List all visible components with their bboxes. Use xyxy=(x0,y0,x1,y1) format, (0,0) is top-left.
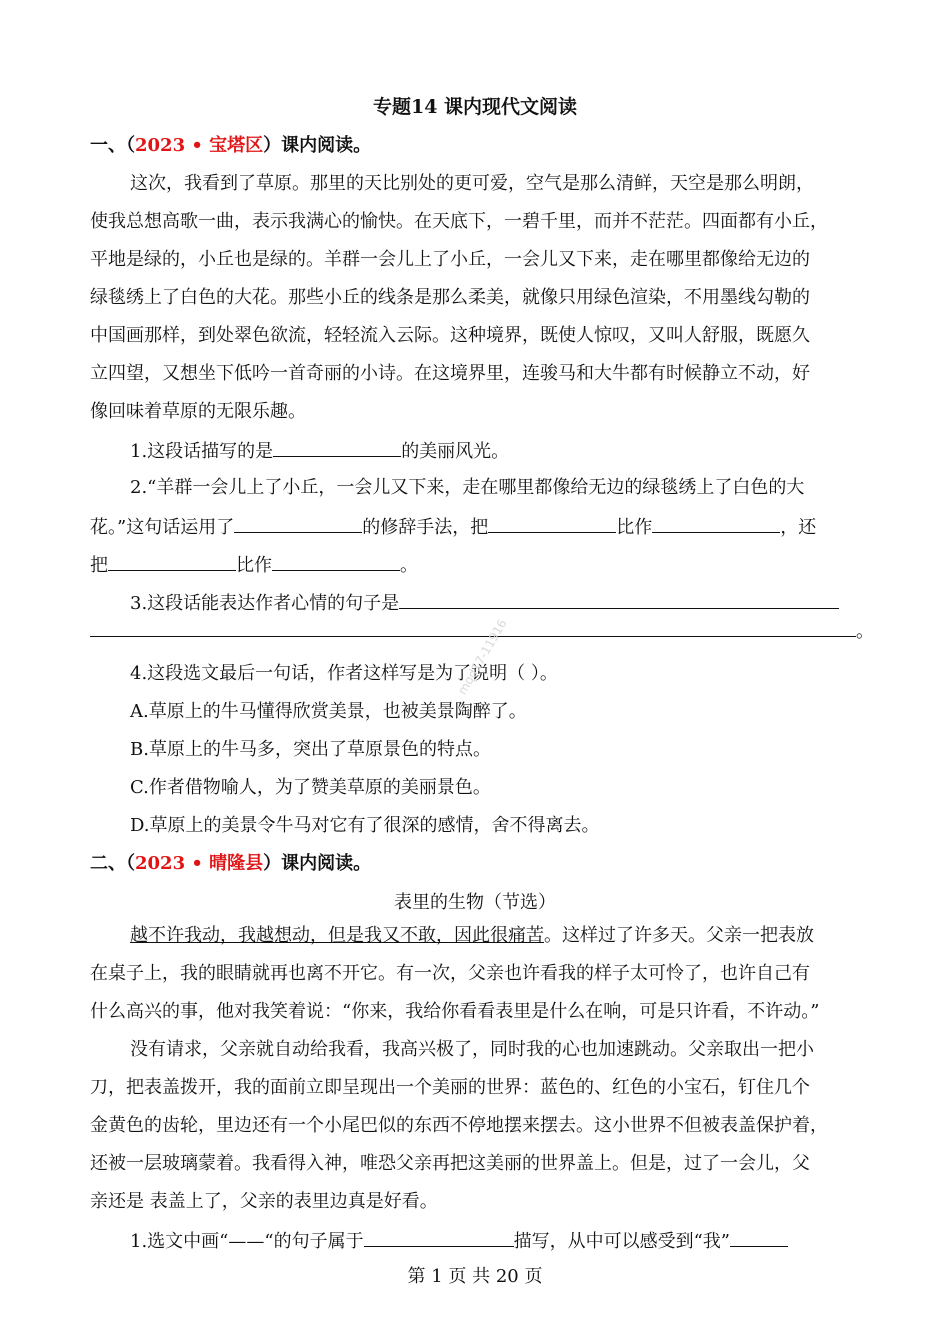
underlined-sentence: 越不许我动，我越想动，但是我又不敢，因此很痛苦 xyxy=(130,925,544,946)
passage-line: 什么高兴的事，他对我笑着说：“你来，我给你看看表里是什么在响，可是只许看，不许动。” xyxy=(90,1001,820,1022)
passage-line: 使我总想高歌一曲，表示我满心的愉快。在天底下，一碧千里，而并不茫茫。四面都有小丘， xyxy=(90,211,828,232)
passage-line: 中国画那样，到处翠色欲流，轻轻流入云际。这种境界，既使人惊叹，又叫人舒服，既愿久 xyxy=(90,325,810,346)
section-number: 二、（ xyxy=(90,853,135,874)
question-text: 。 xyxy=(856,621,874,642)
question-text: 比作 xyxy=(236,555,272,576)
option-c: C.作者借物喻人，为了赞美草原的美丽景色。 xyxy=(130,777,491,798)
passage-text: 。这样过了许多天。父亲一把表放 xyxy=(544,925,814,946)
section-label: ）课内阅读。 xyxy=(263,853,372,874)
passage-line: 在桌子上，我的眼睛就再也离不开它。有一次，父亲也许看我的样子太可怜了，也许自己有 xyxy=(90,963,810,984)
answer-blank[interactable] xyxy=(364,1228,514,1247)
question-text: 1.选文中画“——“的句子属于 xyxy=(130,1231,364,1252)
question-2-line-2 xyxy=(90,514,816,540)
passage-line: 没有请求，父亲就自动给我看，我高兴极了，同时我的心也加速跳动。父亲取出一把小 xyxy=(130,1039,814,1060)
passage-line: 还被一层玻璃蒙着。我看得入神，唯恐父亲再把这美丽的世界盖上。但是，过了一会儿，父 xyxy=(90,1153,810,1174)
answer-blank[interactable] xyxy=(273,438,401,457)
passage-line: 绿毯绣上了白色的大花。那些小丘的线条是那么柔美，就像只用绿色渲染，不用墨线勾勒的 xyxy=(90,287,810,308)
section-number: 一、（ xyxy=(90,135,135,156)
question-text: 比作 xyxy=(616,517,653,538)
passage-line: 像回味着草原的无限乐趣。 xyxy=(90,401,306,422)
question-text: 。 xyxy=(400,555,418,576)
question-text: 把 xyxy=(90,555,108,576)
watermark: mqd17-11916 xyxy=(455,616,510,698)
question-text: ，还 xyxy=(780,517,817,538)
question-text: 的修辞手法，把 xyxy=(362,517,489,538)
passage-line xyxy=(130,924,814,948)
section-2-heading xyxy=(90,852,371,876)
question-2-line-3 xyxy=(90,552,418,578)
passage-line: 亲还是 表盖上了，父亲的表里边真是好看。 xyxy=(90,1191,438,1212)
question-text: 1.这段话描写的是 xyxy=(130,441,274,462)
question-text: 描写，从中可以感受到“我” xyxy=(513,1231,730,1252)
answer-blank[interactable] xyxy=(90,618,856,637)
question-5 xyxy=(130,1228,788,1254)
option-a: A.草原上的牛马懂得欣赏美景，也被美景陶醉了。 xyxy=(130,701,527,722)
section-label: ）课内阅读。 xyxy=(263,135,372,156)
option-d: D.草原上的美景令牛马对它有了很深的感情，舍不得离去。 xyxy=(130,815,600,836)
page-title: 专题14 课内现代文阅读 xyxy=(372,96,578,118)
question-text: 花。”这句话运用了 xyxy=(90,517,235,538)
question-4-stem: 4.这段选文最后一句话，作者这样写是为了说明（ ）。 xyxy=(130,663,558,684)
passage-line: 金黄色的齿轮，里边还有一个小尾巴似的东西不停地摆来摆去。这小世界不但被表盖保护着， xyxy=(90,1115,828,1136)
answer-blank[interactable] xyxy=(234,514,362,533)
passage-line: 这次，我看到了草原。那里的天比别处的更可爱，空气是那么清鲜，天空是那么明朗， xyxy=(130,173,814,194)
answer-blank[interactable] xyxy=(272,552,400,571)
answer-blank[interactable] xyxy=(108,552,236,571)
question-2-line-1: 2.“羊群一会儿上了小丘，一会儿又下来，走在哪里都像给无边的绿毯绣上了白色的大 xyxy=(130,477,805,498)
question-text: 的美丽风光。 xyxy=(401,441,510,462)
answer-blank[interactable] xyxy=(399,590,839,609)
passage-line: 刀，把表盖拨开，我的面前立即呈现出一个美丽的世界：蓝色的、红色的小宝石，钉住几个 xyxy=(90,1077,810,1098)
question-1 xyxy=(130,438,509,464)
passage-line: 平地是绿的，小丘也是绿的。羊群一会儿上了小丘，一会儿又下来，走在哪里都像给无边的 xyxy=(90,249,810,270)
page-footer: 第 1 页 共 20 页 xyxy=(407,1266,543,1287)
question-text: 3.这段话能表达作者心情的句子是 xyxy=(130,593,400,614)
answer-blank[interactable] xyxy=(730,1228,788,1247)
source-tag: 2023 • 宝塔区 xyxy=(135,135,264,156)
section-1-heading xyxy=(90,134,371,158)
answer-blank[interactable] xyxy=(652,514,780,533)
source-tag: 2023 • 晴隆县 xyxy=(135,853,264,874)
passage-2-title: 表里的生物（节选） xyxy=(394,892,556,913)
question-3-line-2 xyxy=(90,618,874,644)
passage-line: 立四望，又想坐下低吟一首奇丽的小诗。在这境界里，连骏马和大牛都有时候静立不动，好 xyxy=(90,363,810,384)
question-3 xyxy=(130,590,839,616)
answer-blank[interactable] xyxy=(488,514,616,533)
option-b: B.草原上的牛马多，突出了草原景色的特点。 xyxy=(130,739,491,760)
